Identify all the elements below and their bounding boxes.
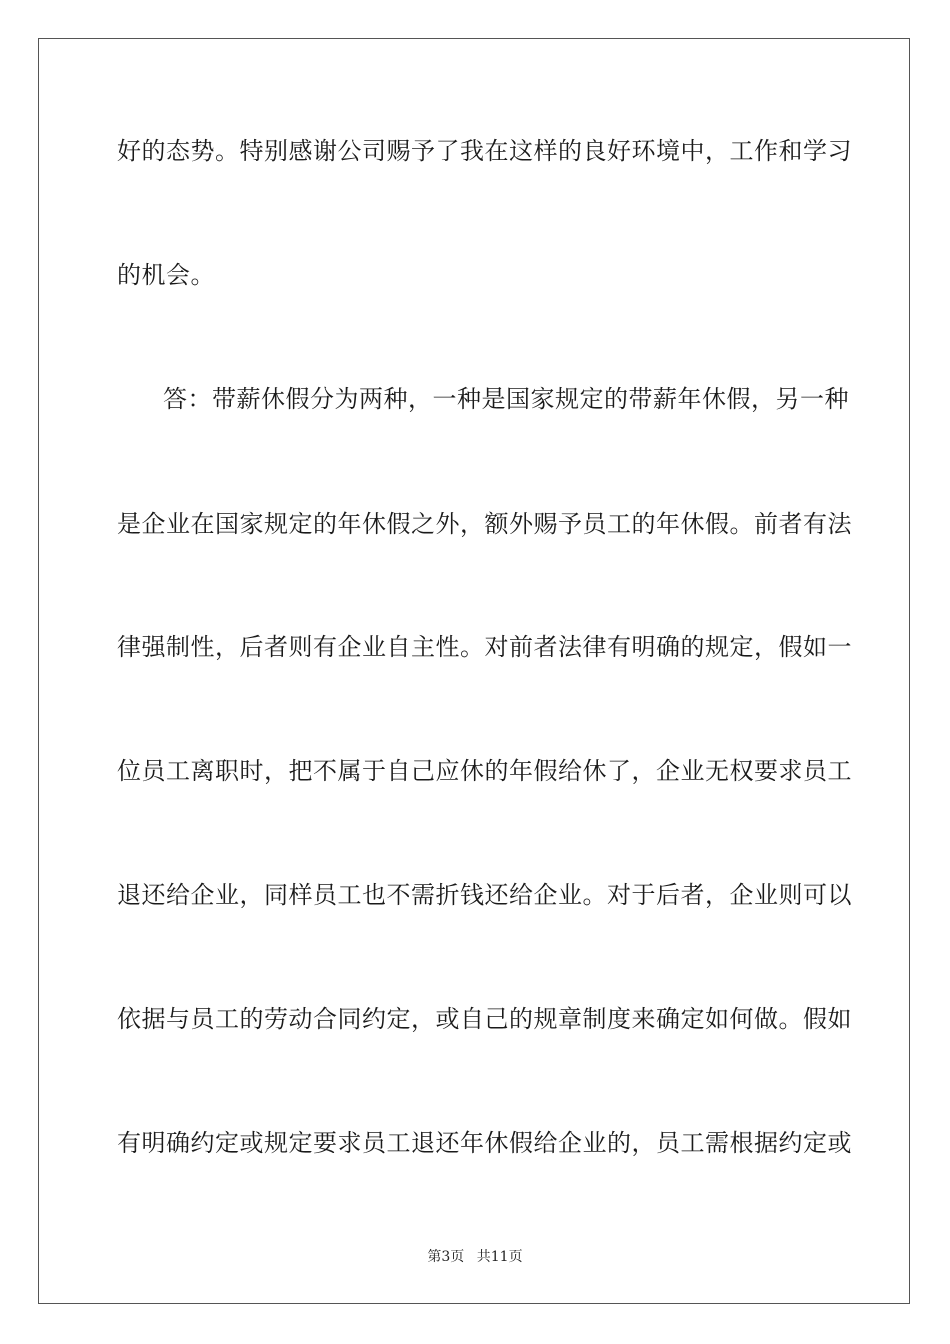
body-text-line: 是企业在国家规定的年休假之外，额外赐予员工的年休假。前者有法 <box>117 510 852 538</box>
body-text-line: 答：带薪休假分为两种，一种是国家规定的带薪年休假，另一种 <box>163 385 849 413</box>
page-footer <box>0 1248 950 1266</box>
total-pages: 共11页 <box>476 1249 523 1265</box>
body-text-line: 位员工离职时，把不属于自己应休的年假给休了，企业无权要求员工 <box>117 757 852 785</box>
page-border <box>38 38 910 1304</box>
body-text-line: 律强制性，后者则有企业自主性。对前者法律有明确的规定，假如一 <box>117 633 852 661</box>
body-text-line: 有明确约定或规定要求员工退还年休假给企业的，员工需根据约定或 <box>117 1129 852 1157</box>
body-text-line: 依据与员工的劳动合同约定，或自己的规章制度来确定如何做。假如 <box>117 1005 852 1033</box>
body-text-line: 退还给企业，同样员工也不需折钱还给企业。对于后者，企业则可以 <box>117 881 852 909</box>
page-number: 第3页 <box>427 1249 465 1265</box>
body-text-line: 的机会。 <box>117 261 215 289</box>
body-text-line: 好的态势。特别感谢公司赐予了我在这样的良好环境中，工作和学习 <box>117 137 852 165</box>
